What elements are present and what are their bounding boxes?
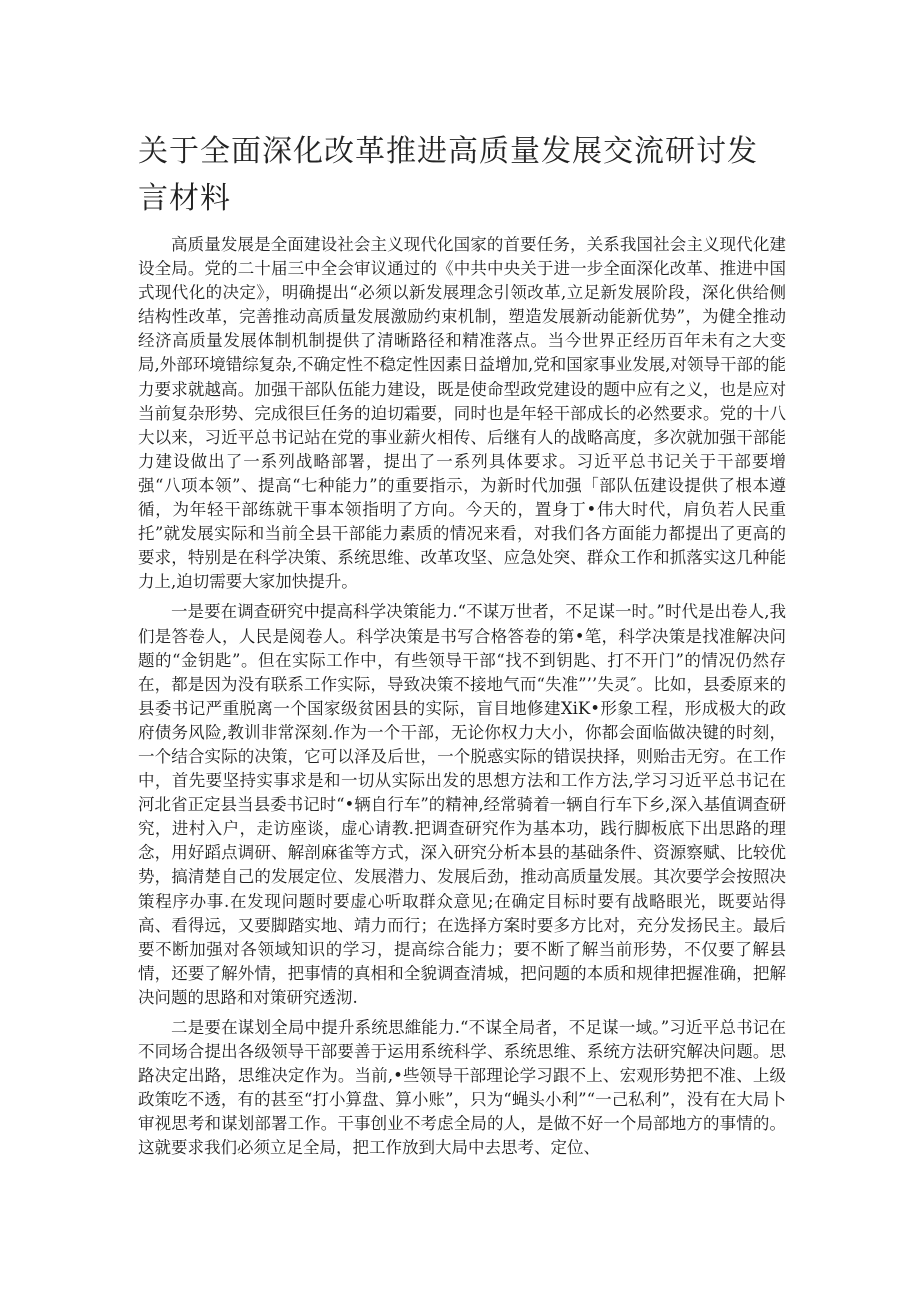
document-body xyxy=(138,233,786,1167)
document-title: 关于全面深化改革推进高质量发展交流研讨发言材料 xyxy=(138,134,758,216)
paragraph-intro: 高质量发展是全面建设社会主义现代化国家的首要任务，关系我国社会主义现代化建设全局。党的二十届三中全会审议通过的《中共中央关于进一步全面深化改革、推进中国式现代化的决定》，明确提出“必须以新发展理念引领改革,立足新发展阶段，深化供给侧结构性改革，完善推动高质量发展激励约束机制，塑造发展新动能新优势”，为健全推动经济高质量发展体制机制提供了清晰路径和精准落点。当今世界正经历百年未有之大变局,外部环境错综复杂,不确定性不稳定性因素日益增加,党和国家事业发展,对领导干部的能力要求就越高。加强干部队伍能力建设，既是使命型政党建设的题中应有之义，也是应对当前复杂形势、完成很巨任务的迫切霜要，同时也是年轻干部成长的必然要求。党的十八大以来，习近平总书记站在党的事业薪火相传、后继有人的战略高度，多次就加强干部能力建设做出了一系列战略部署，提出了一系列具体要求。习近平总书记关于干部要增强“八项本领”、提高“七种能力”的重要指示，为新时代加强「部队伍建设提供了根本遵循，为年轻干部练就干事本领指明了方向。今天的，置身丁•伟大时代，肩负若人民重托”就发展实际和当前全县干部能力素质的情况来看，对我们各方面能力都提出了更高的要求，特别是在科学决策、系统思维、改革攻坚、应急处突、群众工作和抓落实这几种能力上,迫切需要大家加快提升。 xyxy=(138,235,786,592)
paragraph-point-one: 一是要在调查研究中提高科学决策能力.“不谋万世者，不足谋一时。”时代是出卷人,我们是答卷人，人民是阅卷人。科学决策是书写合格答卷的第•笔，科学决策是找准解决问题的“金钥匙”。但在实际工作中，有些领导干部“找不到钥匙、打不开门”的情况仍然存在，都是因为没有联系工作实际，导致决策不接地气而“失准”’’失灵″。比如，县委原来的县委书记严重脱离一个国家级贫困县的实际，盲目地修建XiK•形象工程，形成极大的政府债务风险,教训非常深刻.作为一个干部，无论你权力大小，你都会面临做决键的时刻，一个结合实际的决策，它可以泽及后世，一个脱惑实际的错误抉择，则贻击无穷。在工作中，首先要坚持实事求是和一切从实际出发的思想方法和工作方法,学习习近平总书记在河北省正定县当县委书记时“•辆自行车”的精神,经常骑着一辆自行车下乡,深入基值调查研究，进村入户，走访座谈，虚心请教.把调查研究作为基本功，践行脚板底下出思路的理念，用好蹈点调研、解剖麻雀等方式，深入研究分析本县的基础条件、资源察赋、比较优势，搞清楚自己的发展定位、发展潜力、发展后劲，推动高质量发展。其次要学会按照决策程序办事.在发现问题时要虚心听取群众意见;在确定目标时要有战略眼光，既要站得高、看得远，又要脚踏实地、靖力而行；在选择方案时要多方比对，充分发扬民主。最后要不断加强对各领域知识的学习，提高综合能力；要不断了解当前形势，不仅要了解县情，还要了解外情，把事情的真相和全貌调查清城，把问题的本质和规律把握准确，把解决问题的思路和对策研究透沏. xyxy=(138,602,786,1007)
paragraph-point-two: 二是要在谋划全局中提升系统思維能力.“不谋全局者，不足谋一域。”习近平总书记在不同场合提出各级领导干部要善于运用系统科学、系统思维、系统方法研究解决问题。思路决定出路，思维决定作为。当前,•些领导干部理论学习跟不上、宏观形势把不准、上级政策吃不透，有的甚至“打小算盘、算小账”，只为“蝇头小利”“一己私利”，没有在大局卜审视思考和谋划部署工作。干事创业不考虑全局的人，是做不好一个局部地方的事情的。这就要求我们必须立足全局，把工作放到大局中去思考、定位、 xyxy=(138,1018,786,1158)
